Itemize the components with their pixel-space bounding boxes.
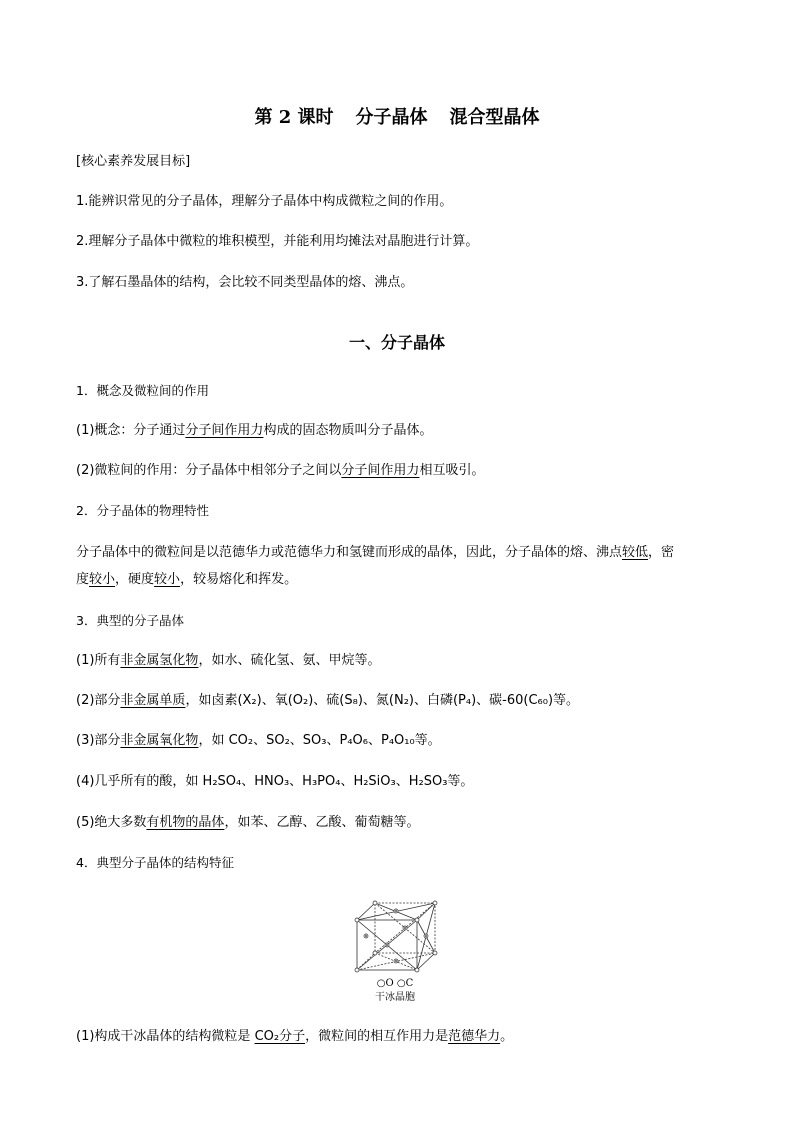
text: 构成的固态物质叫分子晶体。 xyxy=(263,423,433,438)
underlined-term: 范德华力 xyxy=(448,1029,501,1044)
text: ，如卤素(X₂)、氧(O₂)、硫(S₈)、氮(N₂)、白磷(P₄)、碳-60(C₆₀)等。 xyxy=(185,693,580,708)
para-interaction xyxy=(76,461,484,481)
para-typical-2 xyxy=(76,691,579,711)
underlined-term: 较小 xyxy=(154,572,181,587)
underlined-term: 有机物的晶体 xyxy=(146,815,225,830)
underlined-term: 非金属氧化物 xyxy=(120,733,199,748)
title-topic-1: 分子晶体 xyxy=(355,107,428,128)
text: 度 xyxy=(76,572,90,587)
section-title: 一、分子晶体 xyxy=(348,333,445,352)
heading-structure: 4．典型分子晶体的结构特征 xyxy=(76,855,234,870)
title-lesson: 第 2 课时 xyxy=(254,107,334,128)
text: (1)概念：分子通过 xyxy=(76,423,186,438)
title-topic-2: 混合型晶体 xyxy=(449,107,540,128)
goal-item-2: 2.理解分子晶体中微粒的堆积模型，并能利用均摊法对晶胞进行计算。 xyxy=(76,234,479,249)
underlined-term: 非金属单质 xyxy=(120,693,186,708)
goal-item-3: 3.了解石墨晶体的结构，会比较不同类型晶体的熔、沸点。 xyxy=(76,275,414,290)
underlined-term: 分子间作用力 xyxy=(341,463,420,478)
text: (1)构成干冰晶体的结构微粒是 xyxy=(76,1029,255,1044)
text: (3)部分 xyxy=(76,733,121,748)
para-typical-4: (4)几乎所有的酸，如 H₂SO₄、HNO₃、H₃PO₄、H₂SiO₃、H₂SO₃等。 xyxy=(76,774,474,789)
heading-typical: 3．典型的分子晶体 xyxy=(76,613,184,628)
para-concept xyxy=(76,421,432,441)
text: (5)绝大多数 xyxy=(76,815,147,830)
text: ，如 CO₂、SO₂、SO₃、P₄O₆、P₄O₁₀等。 xyxy=(198,733,441,748)
para-properties-line1 xyxy=(76,543,674,563)
text: ，密 xyxy=(648,545,675,560)
text: 相互吸引。 xyxy=(419,463,485,478)
text: ，如苯、乙醇、乙酸、葡萄糖等。 xyxy=(224,815,420,830)
heading-properties: 2．分子晶体的物理特性 xyxy=(76,503,209,518)
underlined-term: 较小 xyxy=(89,572,116,587)
text: 分子晶体中的微粒间是以范德华力或范德华力和氢键而形成的晶体，因此，分子晶体的熔、沸点 xyxy=(76,545,623,560)
underlined-term: 非金属氢化物 xyxy=(120,653,199,668)
text: (2)部分 xyxy=(76,693,121,708)
figure-caption xyxy=(350,977,440,1005)
text: ，微粒间的相互作用力是 xyxy=(305,1029,449,1044)
text: (1)所有 xyxy=(76,653,121,668)
figure-legend: ○O ○C xyxy=(376,978,414,989)
page-title xyxy=(0,103,794,129)
text: ，硬度 xyxy=(115,572,155,587)
para-typical-3 xyxy=(76,731,441,751)
figure-title: 干冰晶胞 xyxy=(375,992,415,1003)
para-dry-ice xyxy=(76,1027,513,1047)
para-typical-1 xyxy=(76,651,380,671)
text: ，较易熔化和挥发。 xyxy=(180,572,298,587)
text: (2)微粒间的作用：分子晶体中相邻分子之间以 xyxy=(76,463,342,478)
para-properties-line2 xyxy=(76,570,297,590)
goal-item-1: 1.能辨识常见的分子晶体，理解分子晶体中构成微粒之间的作用。 xyxy=(76,194,453,209)
text: ，如水、硫化氢、氨、甲烷等。 xyxy=(198,653,381,668)
text: 。 xyxy=(500,1029,514,1044)
underlined-term: CO₂分子 xyxy=(254,1029,306,1044)
underlined-term: 分子间作用力 xyxy=(185,423,264,438)
underlined-term: 较低 xyxy=(622,545,649,560)
para-typical-5 xyxy=(76,813,419,833)
goals-header: [核心素养发展目标] xyxy=(76,154,191,169)
heading-concept: 1．概念及微粒间的作用 xyxy=(76,383,209,398)
